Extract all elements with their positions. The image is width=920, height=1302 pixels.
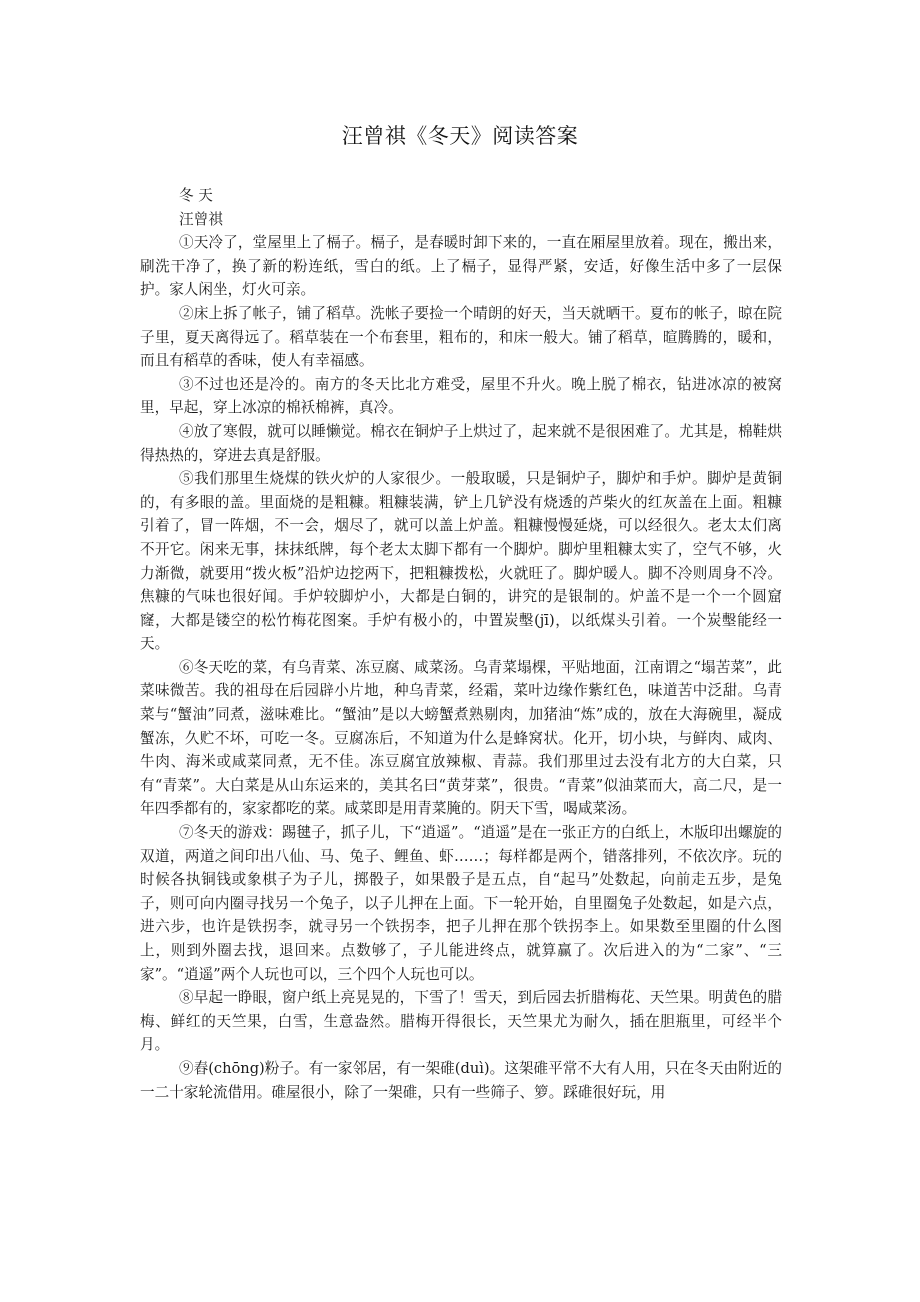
paragraph-1: ①天冷了，堂屋里上了槅子。槅子，是春暖时卸下来的，一直在厢屋里放着。现在，搬出来，刷洗干净了，换了新的粉连纸，雪白的纸。上了槅子，显得严紧，安适，好像生活中多了一层保护。家人闲坐，灯火可亲。: [140, 234, 782, 299]
document-body: [140, 184, 782, 1104]
author-name: 汪曾祺: [179, 210, 223, 228]
paragraph-6: ⑥冬天吃的菜，有乌青菜、冻豆腐、咸菜汤。乌青菜塌棵，平贴地面，江南谓之“塌苦菜”，此菜味微苦。我的祖母在后园辟小片地，种乌青菜，经霜，菜叶边缘作紫红色，味道苦中泛甜。乌青菜与“蟹油”同煮，滋味难比。“蟹油”是以大螃蟹煮熟剔肉，加猪油“炼”成的，放在大海碗里，凝成蟹冻，久贮不坏，可吃一冬。豆腐冻后，不知道为什么是蜂窝状。化开，切小块，与鲜肉、咸肉、牛肉、海米或咸菜同煮，无不佳。冻豆腐宜放辣椒、青蒜。我们那里过去没有北方的大白菜，只有“青菜”。大白菜是从山东运来的，美其名曰“黄芽菜”，很贵。“青菜”似油菜而大，高二尺，是一年四季都有的，家家都吃的菜。咸菜即是用青菜腌的。阴天下雪，喝咸菜汤。: [140, 658, 782, 818]
paragraph-4: ④放了寒假，就可以睡懒觉。棉衣在铜炉子上烘过了，起来就不是很困难了。尤其是，棉鞋烘得热热的，穿进去真是舒服。: [140, 422, 782, 464]
paragraph-8: ⑧早起一睁眼，窗户纸上亮晃晃的，下雪了！雪天，到后园去折腊梅花、天竺果。明黄色的腊梅、鲜红的天竺果，白雪，生意盎然。腊梅开得很长，天竺果尤为耐久，插在胆瓶里，可经半个月。: [140, 989, 782, 1054]
essay-title: 冬 天: [179, 187, 213, 204]
paragraph-7: ⑦冬天的游戏：踢毽子，抓子儿，下“逍遥”。“逍遥”是在一张正方的白纸上，木版印出螺旋的双道，两道之间印出八仙、马、兔子、鲤鱼、虾……；每样都是两个，错落排列，不依次序。玩的时候各执铜钱或象棋子为子儿，掷骰子，如果骰子是五点，自“起马”处数起，向前走五步，是兔子，则可向内圈寻找另一个兔子，以子儿押在上面。下一轮开始，自里圈兔子处数起，如是六点，进六步，也许是铁拐李，就寻另一个铁拐李，把子儿押在那个铁拐李上。如果数至里圈的什么图上，则到外圈去找，退回来。点数够了，子儿能进终点，就算赢了。次后进入的为“二家”、“三家”。“逍遥”两个人玩也可以，三个四个人玩也可以。: [140, 824, 782, 983]
paragraph-9: ⑨舂(chōng)粉子。有一家邻居，有一架碓(duì)。这架碓平常不大有人用，只在冬天由附近的一二十家轮流借用。碓屋很小，除了一架碓，只有一些筛子、箩。踩碓很好玩，用: [140, 1059, 782, 1101]
paragraph-3: ③不过也还是冷的。南方的冬天比北方难受，屋里不升火。晚上脱了棉衣，钻进冰凉的被窝里，早起，穿上冰凉的棉袄棉裤，真冷。: [140, 375, 782, 417]
document-title: 汪曾祺《冬天》阅读答案: [341, 124, 579, 148]
paragraph-5: ⑤我们那里生烧煤的铁火炉的人家很少。一般取暖，只是铜炉子，脚炉和手炉。脚炉是黄铜的，有多眼的盖。里面烧的是粗糠。粗糠装满，铲上几铲没有烧透的芦柴火的红灰盖在上面。粗糠引着了，冒一阵烟，不一会，烟尽了，就可以盖上炉盖。粗糠慢慢延烧，可以经很久。老太太们离不开它。闲来无事，抹抹纸牌，每个老太太脚下都有一个脚炉。脚炉里粗糠太实了，空气不够，火力渐微，就要用“拨火板”沿炉边挖两下，把粗糠拨松，火就旺了。脚炉暖人。脚不冷则周身不冷。焦糠的气味也很好闻。手炉较脚炉小，大都是白铜的，讲究的是银制的。炉盖不是一个一个圆窟窿，大都是镂空的松竹梅花图案。手炉有极小的，中置炭墼(jī)，以纸煤头引着。一个炭墼能经一天。: [140, 470, 782, 653]
paragraph-2: ②床上拆了帐子，铺了稻草。洗帐子要捡一个晴朗的好天，当天就晒干。夏布的帐子，晾在院子里，夏天离得远了。稻草装在一个布套里，粗布的，和床一般大。铺了稻草，暄腾腾的，暖和，而且有稻草的香味，使人有幸福感。: [140, 304, 782, 370]
